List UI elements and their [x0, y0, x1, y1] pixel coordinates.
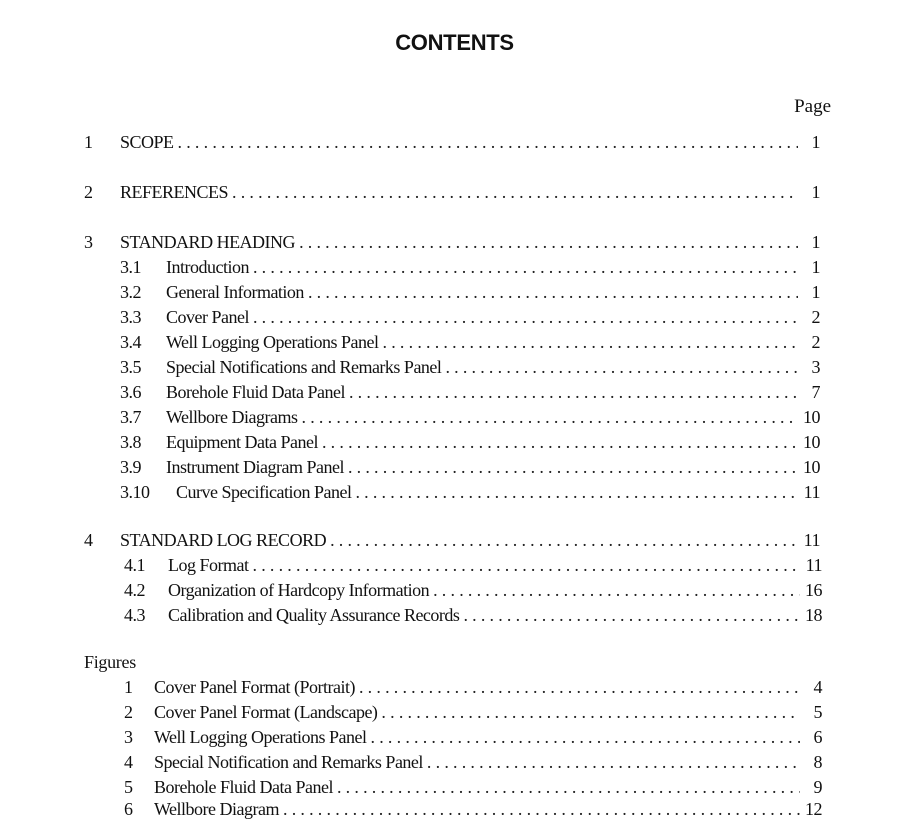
toc-entry-references[interactable] — [84, 180, 820, 204]
figure-title: Special Notification and Remarks Panel — [154, 752, 423, 772]
toc-number: 3.7 — [120, 407, 141, 427]
toc-page: 1 — [811, 132, 820, 152]
toc-page: 1 — [811, 232, 820, 252]
dot-leader — [253, 255, 798, 279]
toc-page: 11 — [803, 530, 820, 550]
toc-subentry-3-9[interactable] — [120, 455, 820, 479]
toc-page: 10 — [803, 407, 820, 427]
toc-title: Organization of Hardcopy Information — [168, 580, 430, 600]
toc-page: 18 — [805, 605, 822, 625]
toc-title: Equipment Data Panel — [166, 432, 318, 452]
figure-entry-2[interactable] — [124, 700, 822, 724]
toc-subentry-3-4[interactable] — [120, 330, 820, 354]
dot-leader — [427, 750, 800, 774]
dot-leader — [463, 603, 800, 627]
toc-subentry-3-1[interactable] — [120, 255, 820, 279]
toc-entry-standard-log-record[interactable] — [84, 528, 820, 552]
toc-title: Log Format — [168, 555, 249, 575]
toc-page: 10 — [803, 432, 820, 452]
toc-page: 16 — [805, 580, 822, 600]
toc-number: 3.10 — [120, 482, 150, 502]
figure-title: Wellbore Diagram — [154, 799, 279, 819]
toc-title: REFERENCES — [120, 182, 229, 202]
figure-entry-4[interactable] — [124, 750, 822, 774]
toc-title: Special Notifications and Remarks Panel — [166, 357, 442, 377]
toc-number: 3.2 — [120, 282, 141, 302]
page-column-label: Page — [794, 96, 831, 117]
dot-leader — [349, 380, 798, 404]
figure-number: 3 — [124, 727, 133, 747]
dot-leader — [253, 305, 798, 329]
figure-entry-1[interactable] — [124, 675, 822, 699]
toc-title: Calibration and Quality Assurance Records — [168, 605, 460, 625]
toc-number: 3.8 — [120, 432, 141, 452]
toc-subentry-3-10[interactable] — [120, 480, 820, 504]
figure-title: Cover Panel Format (Portrait) — [154, 677, 355, 697]
toc-subentry-3-6[interactable] — [120, 380, 820, 404]
toc-subentry-3-2[interactable] — [120, 280, 820, 304]
toc-page: 1 — [811, 282, 820, 302]
figure-number: 6 — [124, 799, 133, 819]
toc-number: 3.6 — [120, 382, 141, 402]
toc-entry-scope[interactable] — [84, 130, 820, 154]
dot-leader — [383, 330, 798, 354]
figure-title: Well Logging Operations Panel — [154, 727, 367, 747]
toc-subentry-3-8[interactable] — [120, 430, 820, 454]
dot-leader — [445, 355, 798, 379]
figure-number: 4 — [124, 752, 133, 772]
dot-leader — [302, 405, 798, 429]
toc-number: 4.1 — [124, 555, 145, 575]
toc-subentry-4-3[interactable] — [124, 603, 822, 627]
dot-leader — [381, 700, 800, 724]
toc-title: STANDARD LOG RECORD — [120, 530, 327, 550]
toc-number: 3 — [84, 232, 93, 252]
dot-leader — [371, 725, 800, 749]
toc-subentry-3-3[interactable] — [120, 305, 820, 329]
toc-number: 4.3 — [124, 605, 145, 625]
toc-title: Introduction — [166, 257, 249, 277]
figure-page: 12 — [805, 799, 822, 819]
dot-leader — [283, 797, 800, 821]
toc-title: Instrument Diagram Panel — [166, 457, 344, 477]
dot-leader — [337, 775, 800, 799]
toc-number: 3.5 — [120, 357, 141, 377]
toc-page: 10 — [803, 457, 820, 477]
toc-page: 1 — [811, 182, 820, 202]
dot-leader — [232, 180, 798, 204]
figure-page: 5 — [813, 702, 822, 722]
toc-entry-standard-heading[interactable] — [84, 230, 820, 254]
toc-number: 3.9 — [120, 457, 141, 477]
dot-leader — [330, 528, 798, 552]
toc-number: 4 — [84, 530, 93, 550]
dot-leader — [359, 675, 800, 699]
toc-page: 2 — [811, 332, 820, 352]
figure-title: Cover Panel Format (Landscape) — [154, 702, 378, 722]
figure-number: 5 — [124, 777, 133, 797]
figure-title: Borehole Fluid Data Panel — [154, 777, 333, 797]
figure-entry-6[interactable] — [124, 797, 822, 821]
toc-subentry-3-5[interactable] — [120, 355, 820, 379]
figure-entry-5[interactable] — [124, 775, 822, 799]
dot-leader — [355, 480, 798, 504]
toc-page: 11 — [803, 482, 820, 502]
figure-page: 6 — [813, 727, 822, 747]
toc-page: 7 — [811, 382, 820, 402]
toc-title: SCOPE — [120, 132, 174, 152]
toc-page: 11 — [805, 555, 822, 575]
dot-leader — [433, 578, 800, 602]
toc-title: Wellbore Diagrams — [166, 407, 298, 427]
toc-subentry-4-1[interactable] — [124, 553, 822, 577]
figure-entry-3[interactable] — [124, 725, 822, 749]
toc-subentry-4-2[interactable] — [124, 578, 822, 602]
toc-title: Cover Panel — [166, 307, 249, 327]
dot-leader — [308, 280, 798, 304]
figure-number: 2 — [124, 702, 133, 722]
toc-page: 3 — [811, 357, 820, 377]
dot-leader — [322, 430, 798, 454]
toc-title: Well Logging Operations Panel — [166, 332, 379, 352]
toc-subentry-3-7[interactable] — [120, 405, 820, 429]
figure-number: 1 — [124, 677, 133, 697]
toc-title: General Information — [166, 282, 304, 302]
toc-number: 3.4 — [120, 332, 141, 352]
toc-number: 2 — [84, 182, 93, 202]
dot-leader — [178, 130, 798, 154]
toc-page: 1 — [811, 257, 820, 277]
page-title: CONTENTS — [395, 30, 514, 55]
dot-leader — [299, 230, 798, 254]
toc-title: Borehole Fluid Data Panel — [166, 382, 345, 402]
figures-heading: Figures — [84, 652, 136, 672]
toc-title: Curve Specification Panel — [176, 482, 352, 502]
dot-leader — [348, 455, 798, 479]
toc-number: 3.1 — [120, 257, 141, 277]
toc-number: 3.3 — [120, 307, 141, 327]
toc-number: 4.2 — [124, 580, 145, 600]
figure-page: 9 — [813, 777, 822, 797]
toc-title: STANDARD HEADING — [120, 232, 296, 252]
dot-leader — [253, 553, 801, 577]
figure-page: 4 — [813, 677, 822, 697]
figure-page: 8 — [813, 752, 822, 772]
toc-page: 2 — [811, 307, 820, 327]
toc-number: 1 — [84, 132, 93, 152]
